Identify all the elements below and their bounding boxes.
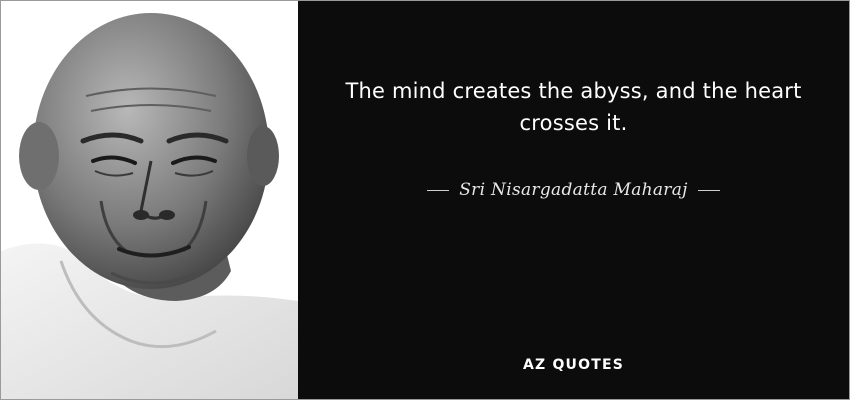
author-name[interactable]: Sri Nisargadatta Maharaj: [459, 180, 688, 200]
quote-area: [298, 1, 849, 399]
author-portrait: [1, 1, 298, 399]
author-row: [298, 177, 849, 203]
dash-right: [698, 190, 720, 191]
dash-left: [427, 190, 449, 191]
az-quotes-logo: AZ QUOTES: [522, 357, 625, 373]
quote-text: The mind creates the abyss, and the heart crosses it.: [345, 79, 802, 135]
